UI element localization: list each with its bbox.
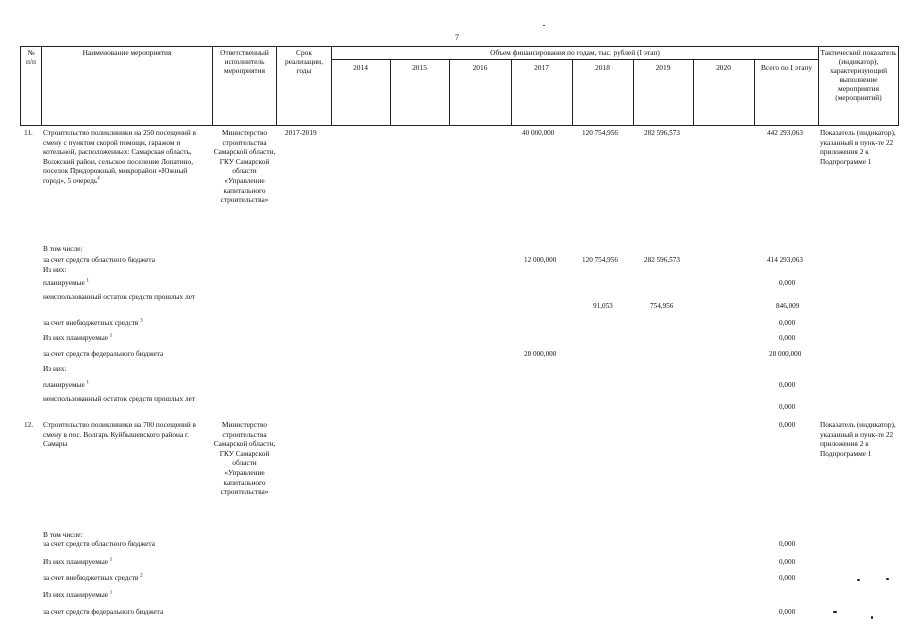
item11-total: 442 293,063: [767, 129, 803, 137]
item12-total: 0,000: [779, 421, 796, 429]
item11-incl: В том числе:: [43, 244, 83, 253]
item11-num: 11.: [24, 128, 33, 137]
item11-name: [43, 128, 208, 186]
header-num-text: № п/п: [26, 48, 36, 66]
item11-extra-total: 0,000: [779, 319, 796, 327]
item11-reg-label: за счет средств областного бюджета: [43, 255, 155, 264]
header-year-2016: 2016: [472, 63, 488, 72]
item11-2018: 120 754,956: [582, 129, 618, 137]
item11-reg-total: 414 293,063: [767, 256, 803, 264]
item11-fed-planned: [43, 380, 89, 390]
header-year-2017: 2017: [534, 63, 549, 72]
item11-planned-label: планируемые: [43, 278, 85, 287]
item11-extra-planned-total: 0,000: [779, 334, 796, 342]
item11-2019: 282 596,573: [644, 129, 680, 137]
item12-extra-planned-sup: 1: [109, 590, 113, 596]
header-indicator: Тактический показатель (индикатор), характеризующий выполнение мероприятия (мероприятий): [820, 48, 897, 102]
header-year-2020: 2020: [716, 63, 731, 72]
item11-of-them: Из них:: [43, 265, 67, 274]
item11-unused-2018: 91,053: [593, 302, 613, 310]
item12-reg-planned-total: 0,000: [779, 558, 796, 566]
item12-reg-planned: [43, 557, 112, 567]
item11-reg-2019: 282 596,573: [644, 256, 680, 264]
header-year-2019: 2019: [655, 63, 671, 72]
item11-planned-sup: 1: [86, 278, 90, 284]
item11-extra-planned: [43, 333, 112, 343]
item11-unused-total: 846,009: [776, 302, 800, 310]
header-num: [21, 48, 41, 66]
item12-incl: В том числе:: [43, 530, 83, 539]
page-number: 7: [455, 33, 459, 42]
item12-fed-label: за счет средств федерального бюджета: [43, 607, 164, 616]
header-year-2018: 2018: [595, 63, 610, 72]
item12-extra: [43, 573, 143, 583]
item11-unused-2019: 754,956: [650, 302, 674, 310]
item12-reg-label: за счет средств областного бюджета: [43, 539, 155, 548]
item11-fed-planned-label: планируемые: [43, 380, 85, 389]
item11-extra-sup: 3: [140, 318, 143, 324]
item11-planned: [43, 278, 89, 288]
item12-extra-label: за счет внебюджетных средств: [43, 573, 139, 582]
item11-fed-of-them: Из них:: [43, 364, 67, 373]
item12-num: 12.: [24, 420, 34, 429]
scan-speck: [857, 579, 860, 581]
item11-executor: Министерство строительства Самарской области, ГКУ Самарской области «Управление капитального строительства»: [213, 128, 276, 205]
item11-reg-2017: 12 000,000: [524, 256, 557, 264]
item12-reg-planned-sup: 1: [109, 557, 113, 563]
scan-speck: [543, 25, 545, 26]
header-year-2015: 2015: [412, 63, 427, 72]
item11-extra-planned-sup: 1: [109, 333, 113, 339]
item12-fed-total: 0,000: [779, 608, 796, 616]
header-period: Срок реализации, годы: [285, 48, 323, 75]
item11-2017: 40 000,000: [522, 129, 555, 137]
item12-executor: Министерство строительства Самарской области, ГКУ Самарской области «Управление капитального строительства»: [213, 420, 276, 497]
header-year-2014: 2014: [353, 63, 368, 72]
item12-reg-planned-label: Из них планируемые: [43, 557, 108, 566]
header-funding: Объем финансирования по годам, тыс. рублей (I этап): [490, 48, 660, 57]
header-executor: Ответственный исполнитель мероприятия: [220, 48, 269, 75]
item12-indicator: Показатель (индикатор), указанный в пунк-те 22 приложения 2 к Подпрограмме 1: [820, 420, 896, 458]
item11-unused-label: неиспользованный остаток средств прошлых лет: [43, 292, 196, 301]
item12-extra-planned: [43, 590, 112, 600]
item11-fed-unused-label: неиспользованный остаток средств прошлых лет: [43, 394, 196, 403]
item11-fed-total: 28 000,000: [769, 350, 802, 358]
item11-planned-total: 0,000: [779, 279, 796, 287]
item11-name-text: Строительство поликлиники на 250 посещений в смену с пунктом скорой помощи, гаражом и котельной, расположенных: Самарская область, Волжский район, сельское поселение Лопатино, поселок Придорожный, микрорайон «Южный город», 5 очередь: [43, 128, 197, 185]
item12-name: Строительство поликлиники на 700 посещений в смену в пос. Волгарь Куйбышевского района г. Самары: [43, 420, 197, 449]
item12-extra-planned-label: Из них планируемые: [43, 590, 108, 599]
item11-fed-planned-sup: 1: [86, 380, 90, 386]
item11-fed-planned-total: 0,000: [779, 381, 796, 389]
item11-extra-label: за счет внебюджетных средств: [43, 318, 139, 327]
item11-extra-planned-label: Из них планируемые: [43, 333, 108, 342]
header-total: Всего по I этапу: [760, 63, 813, 72]
item11-extra: [43, 318, 143, 328]
item11-fed-unused-total: 0,000: [779, 403, 796, 411]
item11-fed-label: за счет средств федерального бюджета: [43, 349, 164, 358]
item11-period: 2017-2019: [285, 128, 317, 137]
item11-fed-2017: 28 000,000: [524, 350, 557, 358]
header-name: Наименование мероприятия: [82, 48, 172, 57]
item11-reg-2018: 120 754,956: [582, 256, 618, 264]
item12-reg-total: 0,000: [779, 540, 796, 548]
item11-name-sup: 4: [97, 176, 100, 182]
scan-speck: [833, 611, 837, 613]
scan-speck: [886, 578, 889, 580]
scan-speck: [871, 616, 873, 619]
item12-extra-total: 0,000: [779, 574, 796, 582]
item12-extra-sup: 2: [140, 573, 143, 579]
item11-indicator: Показатель (индикатор), указанный в пунк-те 22 приложения 2 к Подпрограмме 1: [820, 128, 896, 166]
